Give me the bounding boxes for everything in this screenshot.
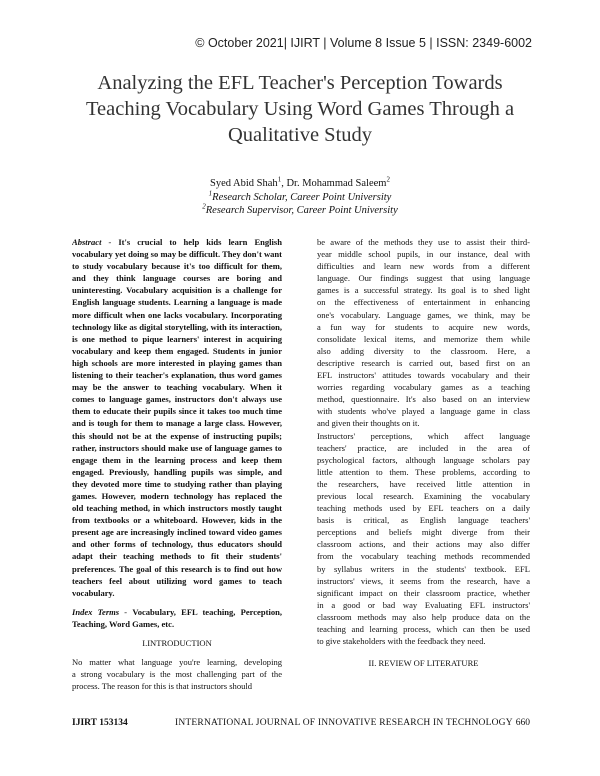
index-terms-first-line: [72, 606, 282, 618]
abstract-label: Abstract -: [72, 237, 119, 247]
spacer: [72, 649, 282, 656]
journal-header: © October 2021| IJIRT | Volume 8 Issue 5 | ISSN: 2349-6002: [195, 36, 532, 50]
abstract-line: English language students. Learning a language is made: [72, 297, 282, 308]
body-line: a strong vocabulary is the most challenging part of the: [72, 669, 282, 680]
body-line: method, questionnaire. It's also based on an interview: [317, 394, 530, 405]
author-2-sup: 2: [386, 175, 390, 184]
abstract-line: comes to language games, instructors don't always use: [72, 394, 282, 405]
abstract-line: rather, instructors should make use of language games to: [72, 442, 282, 453]
body-line: Instructors' perceptions, which affect language: [317, 430, 530, 441]
body-line: difficulties and learn new words from a different: [317, 261, 530, 272]
body-line: and given their thoughts on it.: [317, 418, 420, 429]
abstract-line: preferences. The goal of this research is to find out how: [72, 563, 282, 574]
right-column-body: [317, 236, 530, 647]
body-line: from the vocabulary teaching methods recommended: [317, 551, 530, 562]
footer-paper-id: IJIRT 153134: [72, 718, 128, 728]
abstract-line: and is tough for them to manage a large class. However,: [72, 418, 282, 429]
body-line: consolidate lexical items, and memorize them while: [317, 333, 530, 344]
affiliation-1-text: Research Scholar, Career Point University: [212, 191, 392, 203]
abstract-line: uninteresting. Vocabulary acquisition is a challenge for: [72, 285, 282, 296]
body-line: perceptions and beliefs might diverge from their: [317, 527, 530, 538]
section-heading-introduction: I.INTRODUCTION: [142, 638, 212, 648]
title-line: Qualitative Study: [227, 124, 373, 146]
body-line: classroom methods may also help produce data on the: [317, 611, 530, 622]
abstract-line: vocabulary.: [72, 587, 115, 598]
body-line: teaching and learning process, which can then be used: [317, 624, 530, 634]
affiliation-1-sup: 1: [208, 189, 213, 197]
abstract-line: to study vocabulary because it's too difficult for them,: [72, 261, 282, 272]
paper-title: [60, 70, 540, 148]
abstract-line: present age are increasingly inclined toward video games: [72, 527, 282, 538]
abstract-line: and other forms of technology, thus educators should: [72, 539, 282, 550]
index-terms-text: Vocabulary, EFL teaching, Perception,: [132, 606, 282, 617]
body-line: descriptive research is carried out, based first on an: [317, 357, 530, 368]
body-line: in a good or bad way Evaluating EFL instructors': [317, 599, 530, 610]
body-line: with students who've played a language game in class: [317, 406, 530, 417]
abstract-line: listening to their teacher's explanation, thus word games: [72, 370, 282, 381]
index-terms-label: Index Terms -: [72, 606, 133, 617]
abstract-first-line: [72, 236, 282, 248]
body-line: a fun way for students to acquire new words,: [317, 321, 530, 332]
abstract: [72, 236, 282, 599]
author-separator: ,: [281, 178, 287, 189]
body-line: by syllabus writers in the students' textbook. EFL: [317, 563, 530, 574]
title-line: Analyzing the EFL Teacher's Perception Towards: [97, 72, 503, 94]
body-line: significant impact on their classroom practice, whether: [317, 587, 530, 598]
abstract-line: them to educate their pupils since it takes too much time: [72, 406, 282, 417]
body-line: year middle school pupils, in our instance, deal with: [317, 249, 530, 260]
author-1: Syed Abid Shah: [210, 178, 278, 189]
body-line: No matter what language you're learning, developing: [72, 657, 282, 668]
abstract-line: engage them in the learning process and keep them: [72, 454, 282, 465]
abstract-line: more difficult when one lacks vocabulary. Incorporating: [72, 309, 282, 320]
body-line: be aware of the methods they use to assist their third-: [317, 237, 530, 247]
spacer: [317, 647, 530, 657]
abstract-line: high schools are more interested in playing games than: [72, 357, 282, 368]
right-column: [317, 236, 530, 669]
abstract-body: [72, 248, 282, 599]
affiliation-2-sup: 2: [202, 202, 206, 211]
body-line: basis is critical, as English language teachers': [317, 515, 530, 526]
body-line: previous local research. Examining the vocabulary: [317, 490, 530, 501]
abstract-line: games. However, modern technology has replaced the: [72, 490, 282, 501]
body-line: teachers' practice, are included in the area of: [317, 442, 530, 453]
affiliation-2-text: Research Supervisor, Career Point University: [205, 205, 398, 216]
spacer: [72, 630, 282, 637]
author-names: [60, 177, 540, 191]
abstract-line: from textbooks or a whiteboard. However, kids in the: [72, 515, 282, 526]
left-column: [72, 236, 282, 692]
abstract-first-text: It's crucial to help kids learn English: [118, 237, 282, 247]
index-terms: [72, 606, 282, 630]
abstract-line: vocabulary yet doing so may be difficult. They don't want: [72, 249, 282, 260]
body-line: also adding diversity to the classroom. Here, a: [317, 345, 530, 356]
abstract-line: old teaching method, in which instructors mostly taught: [72, 503, 282, 514]
body-line: worries regarding vocabulary games as a teaching: [317, 382, 530, 393]
abstract-line: adapt their teaching methods to fit their students': [72, 551, 282, 562]
body-line: one's vocabulary. Language games, we think, may be: [317, 309, 530, 320]
index-terms-second-line: Teaching, Word Games, etc.: [72, 618, 175, 629]
affiliation-1: [60, 191, 540, 205]
body-line: psychological factors, although language scholars pay: [317, 454, 530, 465]
body-line: instructors' views, it seems from the research, have a: [317, 575, 530, 586]
abstract-line: they devoted more time to studying rather than playing: [72, 478, 282, 489]
title-line: Teaching Vocabulary Using Word Games Through a: [85, 98, 515, 120]
author-2: Dr. Mohammad Saleem: [286, 178, 387, 189]
body-line: on the effectiveness of entertainment in enhancing: [317, 297, 530, 308]
body-line: classroom actions, and their actions may also differ: [317, 539, 530, 550]
abstract-line: teachers feel about utilizing word games to teach: [72, 575, 282, 586]
body-line: games is a successful strategy. Its goal is to shed light: [317, 285, 530, 296]
abstract-line: technology like as digital storytelling, with its interaction,: [72, 321, 282, 332]
abstract-line: engaged. Previously, handling pupils was simple, and: [72, 466, 282, 477]
body-line: the researchers, have received little attention in: [317, 478, 530, 489]
introduction-body: [72, 656, 282, 692]
body-line: little attention to them. These problems, according to: [317, 466, 530, 477]
footer-page-number: 660: [515, 718, 530, 728]
body-line: EFL instructors' attitudes towards vocabulary and their: [317, 370, 530, 381]
abstract-line: and they think language courses are boring and: [72, 273, 282, 284]
abstract-line: this should not be at the expense of instructing pupils;: [72, 430, 282, 441]
author-block: [60, 177, 540, 218]
body-line: language. Our findings suggest that using language: [317, 273, 530, 284]
affiliation-2: [60, 204, 540, 218]
body-line: process. The reason for this is that instructors should: [72, 681, 253, 692]
body-line: teaching methods used by EFL teachers on a daily: [317, 503, 530, 514]
body-line: to give stakeholders with the feedback they need.: [317, 636, 486, 647]
author-1-sup: 1: [277, 175, 282, 184]
spacer: [72, 599, 282, 606]
abstract-line: may be the answer to teaching vocabulary. When it: [72, 382, 282, 393]
abstract-line: is one method to pique learners' interest in acquiring: [72, 333, 282, 344]
footer-journal-name: INTERNATIONAL JOURNAL OF INNOVATIVE RESEARCH IN TECHNOLOGY: [175, 718, 513, 728]
abstract-line: vocabulary and keep them engaged. Students in junior: [72, 345, 282, 356]
section-heading-review: II. REVIEW OF LITERATURE: [368, 658, 479, 669]
